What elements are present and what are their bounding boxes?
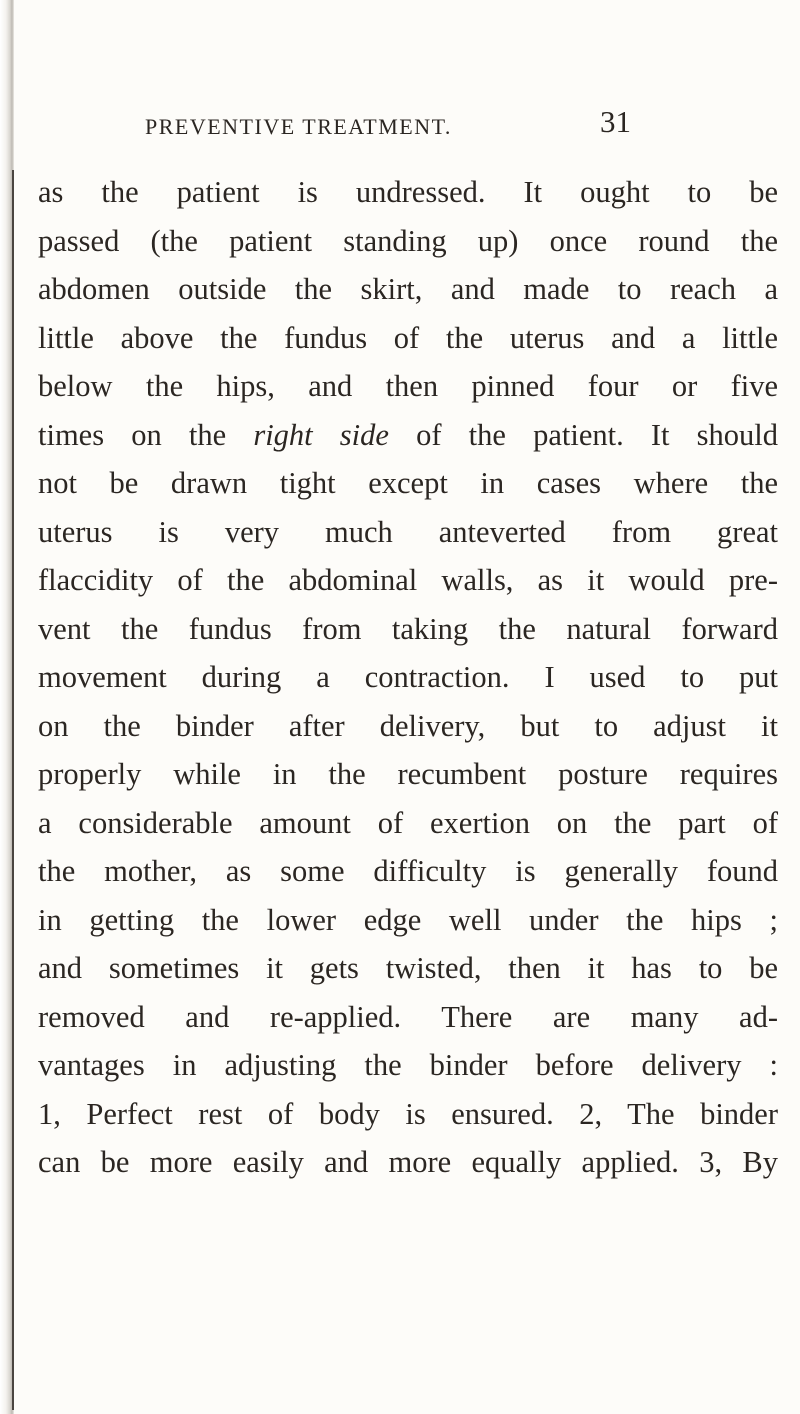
text-run: of the patient. It should: [388, 417, 778, 452]
text-line: flaccidity of the abdominal walls, as it would pre-: [38, 563, 778, 597]
running-head: [145, 104, 645, 144]
text-line: removed and re-applied. There are many ad-: [38, 999, 778, 1034]
text-line: little above the fundus of the uterus and a little: [38, 320, 778, 355]
page-edge-line: [12, 170, 14, 1410]
text-line: 1, Perfect rest of body is ensured. 2, The binder: [38, 1096, 778, 1131]
text-line: vent the fundus from taking the natural forward: [38, 611, 778, 646]
text-line: a considerable amount of exertion on the part of: [38, 805, 778, 840]
text-line: [38, 411, 778, 460]
text-line: passed (the patient standing up) once round the: [38, 223, 778, 258]
text-line: on the binder after delivery, but to adjust it: [38, 708, 778, 743]
text-line: vantages in adjusting the binder before delivery :: [38, 1048, 778, 1082]
text-run: times on the: [38, 417, 254, 452]
text-line: and sometimes it gets twisted, then it has to be: [38, 951, 778, 985]
text-line: below the hips, and then pinned four or five: [38, 369, 778, 403]
emphasized-text: right side: [253, 417, 389, 452]
text-line: as the patient is undressed. It ought to be: [38, 175, 778, 209]
text-line: abdomen outside the skirt, and made to reach a: [38, 272, 778, 306]
body-text: [38, 168, 778, 1187]
text-line: the mother, as some difficulty is generally found: [38, 854, 778, 888]
text-line: movement during a contraction. I used to put: [38, 660, 778, 694]
text-line: not be drawn tight except in cases where the: [38, 466, 778, 500]
text-line: properly while in the recumbent posture requires: [38, 757, 778, 791]
text-line: can be more easily and more equally applied. 3, By: [38, 1145, 778, 1179]
text-line: in getting the lower edge well under the hips ;: [38, 902, 778, 937]
page-number: 31: [600, 104, 631, 139]
text-line: uterus is very much anteverted from great: [38, 514, 778, 549]
running-title: PREVENTIVE TREATMENT.: [145, 114, 452, 139]
